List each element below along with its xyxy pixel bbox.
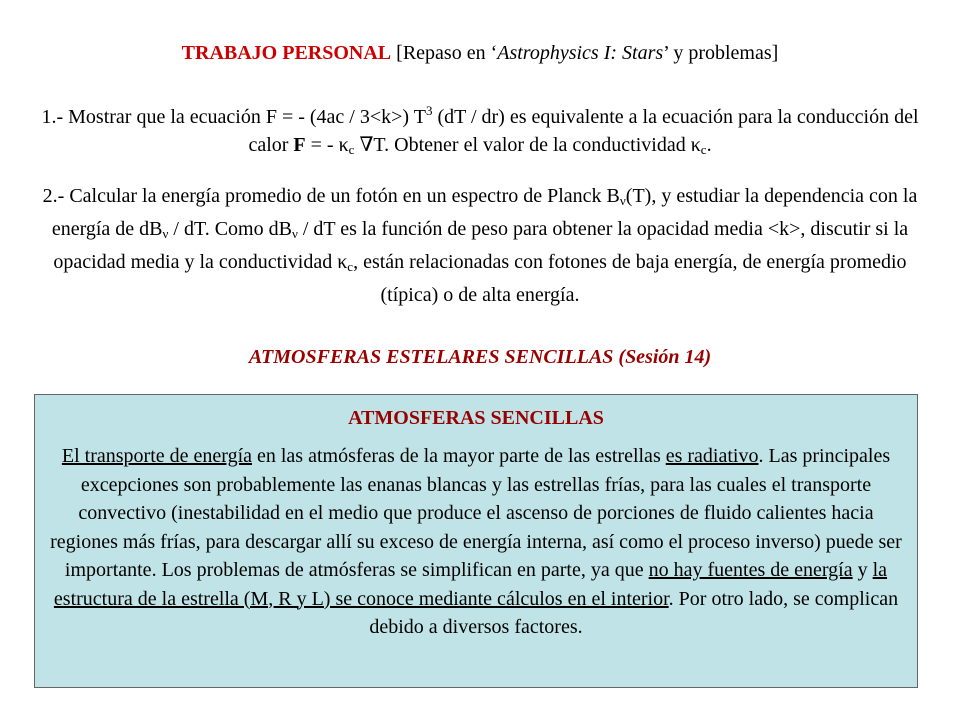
problem-1-flux-symbol: F (293, 134, 306, 156)
title-part-a: [Repaso en ‘ (391, 42, 498, 64)
problem-1-superscript: 3 (425, 103, 433, 118)
problem-1-text-c: = - κ (305, 134, 349, 156)
problem-1-text-d: ∇T. Obtener el valor de la conductividad κ (354, 134, 701, 156)
box-text-1: en las atmósferas de la mayor parte de las estrellas (252, 445, 666, 467)
problem-2 (40, 182, 920, 309)
section-title: ATMOSFERAS ESTELARES SENCILLAS (Sesión 14) (248, 346, 712, 368)
underlined-phrase-1: El transporte de energía (61, 445, 252, 467)
box-text-4: . Por otro lado, se complican debido a diversos factores. (369, 587, 899, 638)
underlined-phrase-2: es radiativo (665, 445, 759, 467)
problem-2-subscript-3: ν (291, 226, 298, 241)
title-bold: TRABAJO PERSONAL (181, 42, 392, 64)
problem-1 (40, 97, 920, 164)
title-book-name: Astrophysics I: Stars (497, 42, 664, 64)
problem-1-subscript-1: c (348, 142, 355, 157)
problem-2-subscript-2: ν (162, 226, 169, 241)
problem-2-text-b: (T), y estudiar la dependencia con la energía de dB (51, 185, 918, 240)
underlined-phrase-4: la estructura de la estrella (M, R y L) se conoce mediante cálculos en el interior (53, 559, 888, 610)
problem-2-text-a: 2.- Calcular la energía promedio de un fotón en un espectro de Planck B (42, 185, 620, 207)
underlined-phrase-3: no hay fuentes de energía (648, 559, 853, 581)
problem-1-text-e: . (706, 134, 712, 156)
problem-1-text-a: 1.- Mostrar que la ecuación F = - (4ac / 3<k>) T (41, 106, 426, 128)
box-text-2: . Las principales excepciones son probablemente las enanas blancas y las estrellas frías, para las cuales el transporte convectivo (inestabilidad en el medio que produce el ascenso de porciones de fluido calientes hacia regiones más frías, para descargar allí su exceso de energía interna, así como el proceso inverso) puede ser importante. Los problemas de atmósferas se simplifican en parte, ya que (50, 445, 902, 581)
problem-2-subscript-4: c (347, 259, 354, 274)
title-part-b: ’ y problemas] (663, 42, 779, 64)
box-text-3: y (852, 559, 873, 581)
info-box (34, 394, 918, 688)
problem-2-subscript-1: ν (619, 193, 626, 208)
info-box-body (49, 442, 903, 642)
problem-1-text-b: (dT / dr) es equivalente a la ecuación para la conducción del calor (248, 106, 919, 156)
page-title (0, 40, 960, 66)
info-box-title: ATMOSFERAS SENCILLAS (348, 407, 604, 429)
problem-1-subscript-2: c (700, 142, 707, 157)
problem-2-text-d: / dT es la función de peso para obtener la opacidad media <k>, discutir si la opacidad media y la conductividad κ (53, 218, 909, 273)
problem-2-text-c: / dT. Como dB (168, 218, 292, 240)
problem-2-text-e: , están relacionadas con fotones de baja energía, de energía promedio (típica) o de alta energía. (353, 251, 907, 306)
